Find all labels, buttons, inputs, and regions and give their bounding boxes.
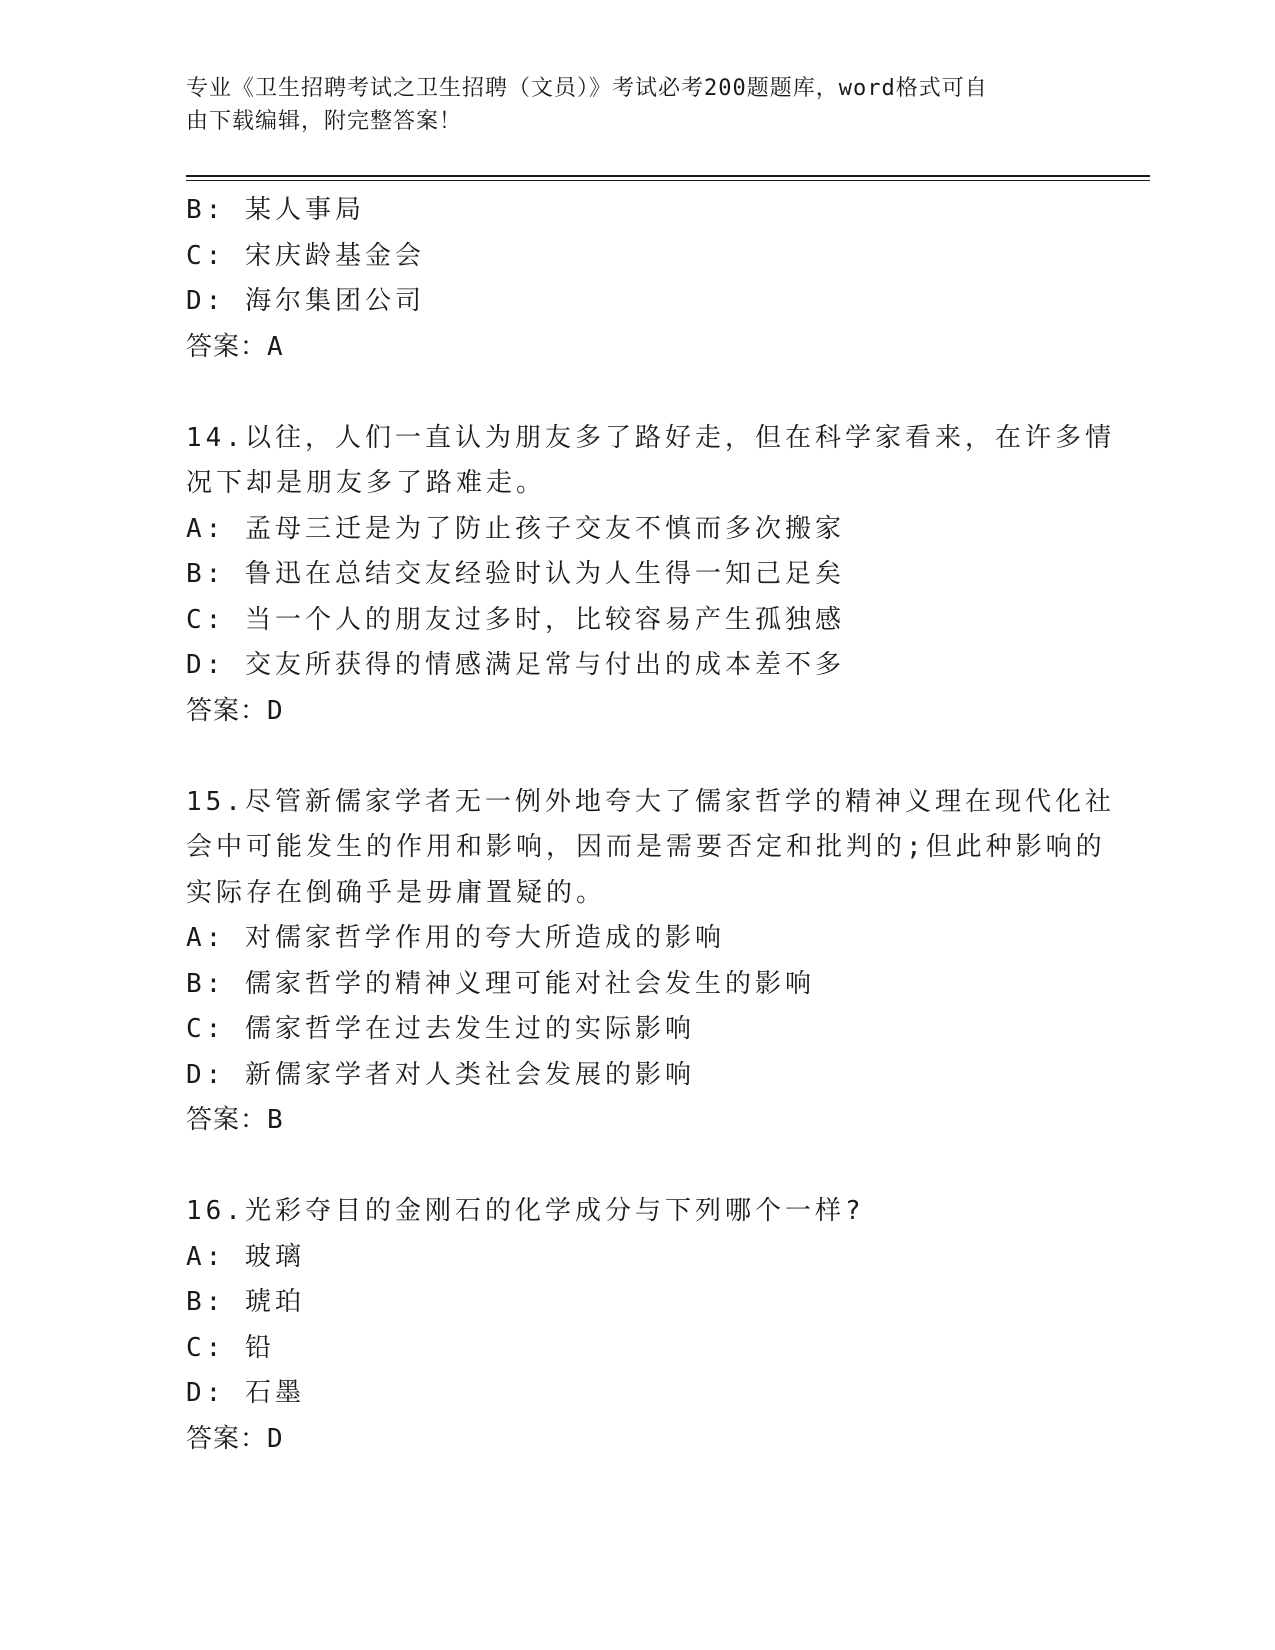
question-list — [186, 188, 1115, 1462]
option-b: B: 某人事局 — [186, 195, 365, 225]
option-b: B: 鲁迅在总结交友经验时认为人生得一知己足矣 — [186, 559, 845, 589]
document-header — [186, 72, 1066, 138]
option-c: C: 当一个人的朋友过多时，比较容易产生孤独感 — [186, 604, 845, 635]
spacer — [186, 1144, 1066, 1190]
question-stem: 16.光彩夺目的金刚石的化学成分与下列哪个一样? — [186, 1196, 865, 1226]
option-c: C: 宋庆龄基金会 — [186, 240, 425, 271]
option-b: B: 儒家哲学的精神义理可能对社会发生的影响 — [186, 968, 815, 999]
question-stem: 14.以往，人们一直认为朋友多了路好走，但在科学家看来，在许多情 — [186, 422, 1115, 453]
question-stem: 会中可能发生的作用和影响，因而是需要否定和批判的;但此种影响的 — [186, 832, 1106, 862]
option-a: A: 孟母三迁是为了防止孩子交友不慎而多次搬家 — [186, 513, 845, 544]
header-line: 专业《卫生招聘考试之卫生招聘（文员）》考试必考200题题库，word格式可自 — [186, 76, 988, 101]
answer-label: 答案：D — [186, 695, 284, 726]
header-divider-thin — [186, 180, 1150, 181]
question-14 — [186, 416, 1115, 735]
option-d: D: 石墨 — [186, 1378, 305, 1408]
question-16 — [186, 1189, 1066, 1462]
answer-label: 答案：A — [186, 331, 284, 362]
option-a: A: 玻璃 — [186, 1241, 305, 1272]
option-c: C: 铅 — [186, 1332, 275, 1363]
option-d: D: 海尔集团公司 — [186, 286, 425, 316]
header-divider — [186, 175, 1150, 177]
answer-label: 答案：D — [186, 1423, 284, 1454]
option-d: D: 交友所获得的情感满足常与付出的成本差不多 — [186, 650, 845, 680]
header-line: 由下载编辑，附完整答案！ — [186, 109, 463, 134]
question-stem: 况下却是朋友多了路难走。 — [186, 468, 547, 498]
answer-label: 答案：B — [186, 1105, 284, 1135]
question-stem: 实际存在倒确乎是毋庸置疑的。 — [186, 877, 607, 908]
question-15 — [186, 780, 1115, 1144]
option-c: C: 儒家哲学在过去发生过的实际影响 — [186, 1014, 695, 1044]
option-a: A: 对儒家哲学作用的夸大所造成的影响 — [186, 923, 725, 953]
question-13 — [186, 188, 1066, 370]
option-b: B: 琥珀 — [186, 1287, 305, 1317]
spacer — [186, 370, 1066, 416]
option-d: D: 新儒家学者对人类社会发展的影响 — [186, 1059, 695, 1090]
spacer — [186, 734, 1066, 780]
question-stem: 15.尽管新儒家学者无一例外地夸大了儒家哲学的精神义理在现代化社 — [186, 786, 1115, 817]
